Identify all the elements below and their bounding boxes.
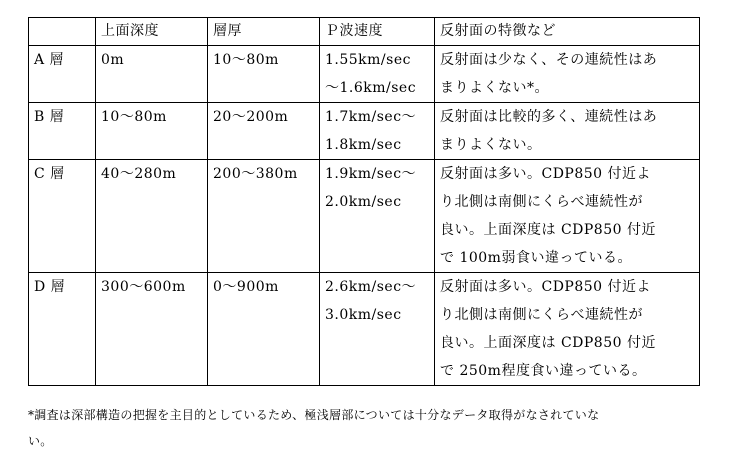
reflector-features: [435, 273, 700, 386]
header-p-wave-velocity: Ｐ波速度: [320, 18, 435, 46]
thickness: 200～380m: [208, 160, 320, 273]
top-depth: 10～80m: [96, 103, 208, 160]
footnote-line: い。: [28, 434, 53, 448]
thickness: 10～80m: [208, 46, 320, 103]
velocity-line: 1.7km/sec～: [325, 109, 417, 125]
reflector-features: [435, 160, 700, 273]
features-line: り北側は南側にくらべ連続性が: [440, 194, 643, 210]
velocity-line: 2.0km/sec: [325, 194, 402, 210]
header-top-depth: 上面深度: [96, 18, 208, 46]
layer-name: D 層: [29, 273, 96, 386]
features-line: 反射面は比較的多く、連続性はあ: [440, 109, 658, 125]
header-row: [29, 18, 700, 46]
velocity-line: 2.6km/sec～: [325, 279, 417, 295]
features-line: まりよくない。: [440, 137, 542, 153]
reflector-features: [435, 103, 700, 160]
velocity-line: ～1.6km/sec: [325, 80, 417, 96]
layer-name: C 層: [29, 160, 96, 273]
thickness: 20～200m: [208, 103, 320, 160]
header-thickness: 層厚: [208, 18, 320, 46]
velocity-line: 1.55km/sec: [325, 52, 411, 68]
features-line: で 250m程度食い違っている。: [440, 363, 647, 379]
p-wave-velocity: [320, 160, 435, 273]
top-depth: 40～280m: [96, 160, 208, 273]
reflector-features: [435, 46, 700, 103]
layer-name: B 層: [29, 103, 96, 160]
header-blank: [29, 18, 96, 46]
p-wave-velocity: [320, 46, 435, 103]
velocity-line: 1.8km/sec: [325, 137, 402, 153]
features-line: まりよくない*。: [440, 80, 549, 96]
table-row-layer-c: [29, 160, 700, 273]
table-row-layer-d: [29, 273, 700, 386]
layer-name: A 層: [29, 46, 96, 103]
features-line: で 100m弱食い違っている。: [440, 250, 632, 266]
velocity-line: 1.9km/sec～: [325, 166, 417, 182]
features-line: り北側は南側にくらべ連続性が: [440, 307, 643, 323]
top-depth: 300～600m: [96, 273, 208, 386]
velocity-line: 3.0km/sec: [325, 307, 402, 323]
header-reflector-features: 反射面の特徴など: [435, 18, 700, 46]
features-line: 反射面は多い。CDP850 付近よ: [440, 279, 652, 295]
footnote-line: *調査は深部構造の把握を主目的としているため、極浅層部については十分なデータ取得がなされていな: [28, 408, 600, 422]
table-row-layer-b: [29, 103, 700, 160]
features-line: 反射面は少なく、その連続性はあ: [440, 52, 658, 68]
p-wave-velocity: [320, 103, 435, 160]
p-wave-velocity: [320, 273, 435, 386]
footnote: [28, 402, 718, 454]
features-line: 反射面は多い。CDP850 付近よ: [440, 166, 652, 182]
layer-table: [28, 17, 700, 386]
top-depth: 0m: [96, 46, 208, 103]
features-line: 良い。上面深度は CDP850 付近: [440, 335, 656, 351]
features-line: 良い。上面深度は CDP850 付近: [440, 222, 656, 238]
table-row-layer-a: [29, 46, 700, 103]
thickness: 0～900m: [208, 273, 320, 386]
